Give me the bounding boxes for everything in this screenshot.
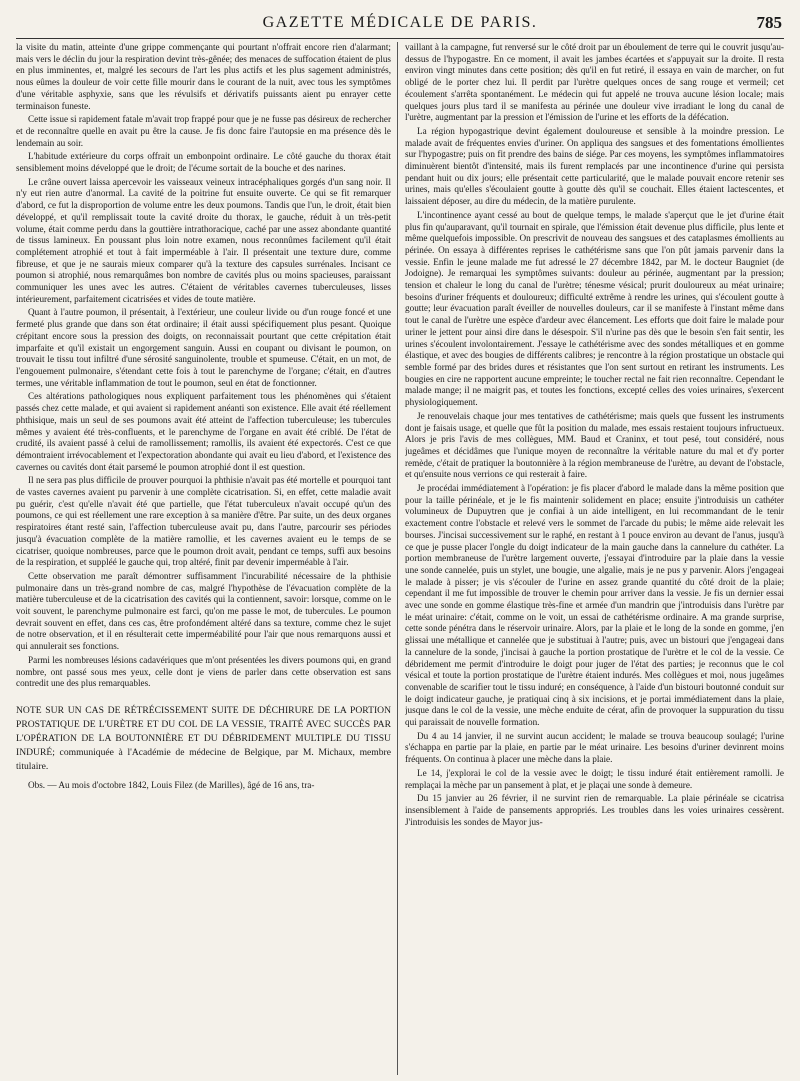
journal-title: GAZETTE MÉDICALE DE PARIS. <box>262 14 538 31</box>
paragraph: Du 15 janvier au 26 février, il ne survint rien de remarquable. La plaie périnéale se cicatrisa insensiblement à l'aide de pansements appropriés. Les troubles dans les voies urinaires cessèrent. J'introduisis les sondes de Mayor jus- <box>405 793 784 827</box>
paragraph: Je renouvelais chaque jour mes tentatives de cathétérisme; mais quels que fussent les instruments dont je faisais usage, et quelle que fût la position du malade, mes essais restaient toujours infructueux. Alors je pris l'avis de mes collègues, MM. Baud et Craninx, et tout pesé, tout considéré, nous jugeâmes et décidâmes que l'unique moyen de reconnaître la véritable nature du mal et d'y porter remède, c'était de pratiquer la boutonnière à la région membraneuse de l'urètre, au devant de l'obstacle, et qu'ensuite nous verrions ce qui resterait à faire. <box>405 410 784 480</box>
page-number: 785 <box>756 13 782 32</box>
paragraph: Cette observation me paraît démontrer suffisamment l'incurabilité nécessaire de la phthisie pulmonaire dans un très-grand nombre de cas, malgré l'hypothèse de l'évacuation complète de la matière tuberculeuse et de la cicatrisation des cavités qui la contiennent, savoir: lorsque, comme on le voit souvent, le parenchyme pulmonaire est farci, qu'on me passe le mot, de tubercules. Le poumon devrait souvent en effet, dans ces cas, être profondément altéré dans sa texture, comme chez le sujet de notre observation, et il en résulterait cette imperméabilité pour l'air que nous remarquons aussi et qui annulerait ses fonctions. <box>16 570 391 652</box>
column-divider <box>397 42 398 1075</box>
paragraph: Du 4 au 14 janvier, il ne survint aucun accident; le malade se trouva beaucoup soulagé; l'urine s'échappa en partie par la plaie, en partie par le méat urinaire. Les besoins d'uriner devinrent moins fréquents. On continua à placer une mèche dans la plaie. <box>405 730 784 765</box>
paragraph: Il ne sera pas plus difficile de prouver pourquoi la phthisie n'avait pas été mortelle et pourquoi tant de vastes cavernes avaient pu parvenir à une complète cicatrisation. Si, en effet, cette maladie avait pu guérir, c'est qu'elle n'avait été que partielle, que l'état tuberculeux n'avait occupé qu'un des poumons, ce qui est réellement une rare exception à sa manière d'être. Par suite, un des deux organes respiratoires étant resté sain, l'affection tuberculeuse avait pu, dans l'autre, parcourir ses périodes jusqu'à évacuation complète de la matière ramollie, et les cavernes avaient eu le temps de se cicatriser, quoique nombreuses, parce que le poumon droit avait, pendant ce temps, suffi aux besoins de la respiration, et suppléé le gauche qui, trop altéré, finit par devenir imperméable à l'air. <box>16 475 391 568</box>
paragraph: L'incontinence ayant cessé au bout de quelque temps, le malade s'aperçut que le jet d'urine était plus fin qu'auparavant, qu'il tournait en spirale, que l'émission était devenue plus difficile, plus lente et même quelquefois impossible. On prescrivit de nouveau des sangsues et des cataplasmes émollients au périnée. On essaya à différentes reprises le cathétérisme sans que l'on pût jamais parvenir dans la vessie. Enfin le jeune malade me fut adressé le 27 décembre 1842, par M. le docteur Baugniet (de Jodoigne). Je remarquai les symptômes suivants: douleur au périnée, augmentant par la pression; tension et chaleur le long du canal de l'urètre; ténesme vésical; prurit douloureux au méat urinaire; besoins d'uriner fréquents et douloureux; difficulté extrême à rendre les urines, qui s'écoulent goutte à goutte; leur évacuation paraît éveiller de nouvelles douleurs, car il se manifeste à l'instant même dans tout le canal de l'urètre une espèce d'ardeur avec élancement. Les efforts que doit faire le malade pour uriner le jettent pour ainsi dire dans le désespoir. S'il n'urine pas dès que le besoin s'en fait sentir, les urines s'écoulent involontairement. J'essaye le cathétérisme avec des sondes métalliques et en gomme élastique, et avec des bougies de différents calibres; je rencontre à la région prostatique un obstacle qui semble formé par des brides dures et résistantes que l'on sent surtout en retirant les instruments. Les bougies en cire ne rapportent aucune empreinte; le toucher rectal ne fait rien reconnaître. Cependant le malade mange; il ne maigrit pas, et toutes les fonctions, excepté celles des voies urinaires, s'exercent physiologiquement. <box>405 209 784 408</box>
left-column <box>16 42 391 1075</box>
paragraph: Obs. — Au mois d'octobre 1842, Louis Filez (de Marilles), âgé de 16 ans, tra- <box>28 779 315 790</box>
paragraph: La région hypogastrique devint également douloureuse et sensible à la moindre pression. Le malade avait de fréquentes envies d'uriner. On appliqua des sangsues et des fomentations émollientes sur l'hypogastre; puis on fit prendre des bains de siége. Par ces moyens, les symptômes inflammatoires diminuèrent bientôt d'intensité, mais ils furent remplacés par une incontinence d'urine qui persista pendant huit ou dix jours; elle présentait cette particularité, que le malade pouvait encore retenir ses urines, mais qu'elles s'écoulaient goutte à goutte dès qu'il se couchait. Elles étaient lactescentes, et laissaient déposer, au dire du médecin, de la matière purulente. <box>405 125 784 207</box>
paragraph: Quant à l'autre poumon, il présentait, à l'extérieur, une couleur livide ou d'un rouge foncé et une fermeté plus grande que dans son état ordinaire; il était aussi spécifiquement plus pesant. Quoique crépitant encore sous la pression des doigts, on reconnaissait pourtant que cette crépitation était imparfaite et qu'il existait un engorgement sanguin. Aussi en coupant ou divisant le poumon, on trouvait le tissu tout infiltré d'une sérosité sanguinolente, trouble et spumeuse. C'était, en un mot, de l'engouement pulmonaire, s'étendant cette fois à tout le parenchyme de l'organe; c'était, en d'autres termes, une véritable inflammation de tout le poumon, seul en état de fonctionner. <box>16 307 391 388</box>
paragraph: vaillant à la campagne, fut renversé sur le côté droit par un éboulement de terre qui le couvrit jusqu'au-dessus de l'hypogastre. En ce moment, il avait les jambes écartées et s'appuyait sur la droite. Il resta environ vingt minutes dans cette position; dès qu'il en fut retiré, il essaya en vain de marcher, on fut obligé de le porter chez lui. Il perdit par l'urètre quelques onces de sang rouge et vermeil; cet écoulement s'arrêta spontanément. Le médecin qui fut appelé ne trouva aucune lésion locale; mais quelques jours plus tard il se manifesta au périnée une douleur vive irradiant le long du canal de l'urètre, augmentant par la pression et l'émission de l'urine et les efforts de la défécation. <box>405 42 784 123</box>
paragraph: la visite du matin, atteinte d'une grippe commençante qui pourtant n'offrait encore rien d'alarmant; mais vers le déclin du jour la respiration devint très-gênée; des menaces de suffocation étaient de plus en plus imminentes, et, malgré les secours de l'art les plus actifs et les plus sagement administrés, nous eûmes la douleur de voir cette fille mourir dans le courant de la nuit, avec tous les symptômes d'une véritable asphyxie, sans que les révulsifs et dérivatifs puissants aient pu enrayer cette terminaison funeste. <box>16 42 391 111</box>
paragraph: Le 14, j'explorai le col de la vessie avec le doigt; le tissu induré était entièrement ramolli. Je remplaçai la mèche par un pansement à plat, et je plaçai une sonde à demeure. <box>405 767 784 790</box>
paragraph: Ces altérations pathologiques nous expliquent parfaitement tous les phénomènes qui s'étaient passés chez cette malade, et qui avaient si rapidement anéanti son existence. Elle avait été réellement phthisique, mais un seul de ses poumons avait été atteint de l'affection tuberculeuse; les tubercules mêmes y avaient été très-confluents, et le parenchyme de l'organe en avait été criblé. De l'état de crudité, ils avaient passé à celui de ramollissement; ramollis, ils avaient été expectorés. C'est ce que démontraient irrévocablement et l'expectoration abondante qui avait eu lieu d'abord, et l'existence des cavernes ou cavités dont était parsemé le poumon atrophié dont il est question. <box>16 391 391 472</box>
paragraph: Je procédai immédiatement à l'opération: je fis placer d'abord le malade dans la même position que pour la taille périnéale, et je le fis maintenir solidement en place; ensuite j'introduisis un cathéter volumineux de Dupuytren que je confiai à un aide intelligent, en lui recommandant de le tenir exactement contre l'obstacle et relevé vers le sommet de l'arcade du pubis; le même aide relevait les bourses. J'incisai successivement sur le raphé, en restant à 1 pouce environ au devant de l'anus, jusqu'à ce que je pusse placer l'ongle du doigt indicateur de la main gauche dans la cannelure du cathéter. La portion membraneuse de l'urètre largement ouverte, j'essayai d'introduire par la plaie dans la vessie une sonde cannelée, puis un stylet, une bougie, une algalie, mais je ne pus y parvenir. Alors j'engageai le malade à pisser; je vis s'écouler de l'urine en assez grande quantité du côté droit de la plaie; cependant il me fut impossible de trouver le chemin pour arriver dans la vessie. Je fis un dernier essai avec une sonde en gomme élastique très-fine et armée d'un mandrin que j'introduisis dans l'urètre par le méat urinaire: c'était, comme on le voit, un essai de cathétérisme ordinaire. A ma grande surprise, cette sonde pénétra dans le réservoir urinaire. Alors, par la plaie et le long de la sonde en gomme, j'en glissai une métallique et cannelée que je substituai à l'autre; puis, avec un bistouri que j'engageai dans la cannelure de la sonde, j'incisai à gauche la portion prostatique de l'urètre et le col de la vessie. Ce débridement me permit d'introduire le doigt pour juger de l'état des parties; je reconnus que le col vésical et toute la portion prostatique de l'urètre étaient indurés. Mes collègues et moi, nous jugeâmes convenable de scarifier tout le tissu induré; en conséquence, à l'aide d'un bistouri boutonné conduit sur le doigt indicateur gauche, je pratiquai cinq à six incisions, et je portai immédiatement dans la plaie, jusque dans le col de la vessie, une mèche enduite de cérat, afin de provoquer la suppuration du tissu qui paraissait de nouvelle formation. <box>405 483 784 728</box>
paragraph: Le crâne ouvert laissa apercevoir les vaisseaux veineux intracéphaliques gorgés d'un sang noir. Il n'y eut rien autre d'anormal. La cavité de la poitrine fut ensuite ouverte. Ce qui se fit remarquer d'abord, ce fut la disproportion de volume entre les deux poumons. Tandis que l'un, le droit, était bien développé, et qu'il remplissait toute la cavité droite du thorax, le gauche, réduit à un très-petit volume, était comme perdu dans la gouttière intrathoracique, caché par une assez abondante quantité de tissus lamineux. En poussant plus loin notre examen, nous reconnûmes facilement qu'il était complétement atrophié et tout à fait imperméable à l'air. Il présentait une texture dure, comme fibreuse, et que je ne saurais mieux comparer qu'à la texture des capsules surrénales. Incisant ce poumon si atrophié, nous remarquâmes bon nombre de cavités plus ou moins spacieuses, paraissant communiquer les unes avec les autres. C'étaient de véritables cavernes tuberculeuses, lisses intérieurement, parfaitement cicatrisées et vides de toute matière. <box>16 176 391 304</box>
paragraph: L'habitude extérieure du corps offrait un embonpoint ordinaire. Le côté gauche du thorax était sensiblement moins développé que le droit; de l'écume sortait de la bouche et des narines. <box>16 151 391 174</box>
page-header <box>16 12 784 39</box>
paragraph: Cette issue si rapidement fatale m'avait trop frappé pour que je ne fusse pas désireux de rechercher et de reconnaître quelle en avait pu être la cause. Je fis donc faire l'autopsie en ma présence dès le lendemain au soir. <box>16 114 391 148</box>
right-column <box>405 42 784 1075</box>
article-title: NOTE SUR UN CAS DE RÉTRÉCISSEMENT SUITE DE DÉCHIRURE DE LA PORTION PROSTATIQUE DE L'URÈTRE ET DU COL DE LA VESSIE, TRAITÉ AVEC SUCCÈS PAR L'OPÉRATION DE LA BOUTONNIÈRE ET DU DÉBRIDEMENT MULTIPLE DU TISSU INDURÉ; communiquée à l'Académie de médecine de Belgique, par M. Michaux, membre titulaire. <box>16 704 391 772</box>
paragraph: Parmi les nombreuses lésions cadavériques que m'ont présentées les divers poumons qui, en grand nombre, ont passé sous mes yeux, celle dont je viens de parler dans cette observation est sans contredit une des plus remarquables. <box>16 654 391 689</box>
